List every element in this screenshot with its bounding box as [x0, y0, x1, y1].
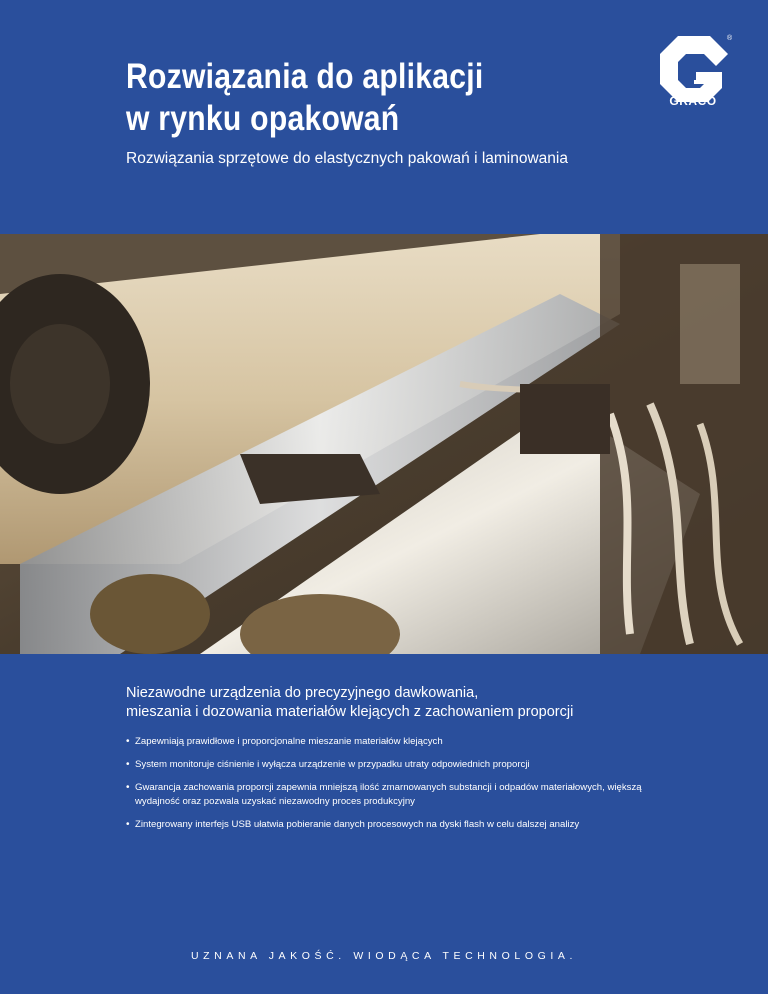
page-title — [126, 56, 573, 140]
list-item: • System monitoruje ciśnienie i wyłącza urządzenie w przypadku utraty odpowiednich proporcji — [126, 758, 646, 772]
intro-heading — [126, 684, 686, 722]
logo-wordmark: GRACO — [669, 94, 717, 108]
hero-photo — [0, 234, 768, 654]
feature-list — [126, 735, 646, 841]
list-item: • Gwarancja zachowania proporcji zapewnia mniejszą ilość zmarnowanych substancji i odpadów materiałowych, większą wydajność oraz pozwala uzyskać niezawodny proces produkcyjny — [126, 781, 646, 809]
page-subtitle: Rozwiązania sprzętowe do elastycznych pakowań i laminowania — [126, 150, 568, 167]
list-item: • Zapewniają prawidłowe i proporcjonalne mieszanie materiałów klejących — [126, 735, 646, 749]
title-line-2: w rynku opakowań — [126, 99, 400, 138]
title-line-1: Rozwiązania do aplikacji — [126, 57, 484, 96]
intro-line-1: Niezawodne urządzenia do precyzyjnego dawkowania, — [126, 685, 479, 701]
footer-tagline: UZNANA JAKOŚĆ. WIODĄCA TECHNOLOGIA. — [190, 950, 577, 962]
intro-line-2: mieszania i dozowania materiałów klejących z zachowaniem proporcji — [126, 704, 574, 720]
laminating-machine-photo — [0, 234, 768, 654]
list-item: • Zintegrowany interfejs USB ułatwia pobieranie danych procesowych na dyski flash w celu dalszej analizy — [126, 818, 646, 832]
registered-mark: ® — [727, 35, 732, 42]
